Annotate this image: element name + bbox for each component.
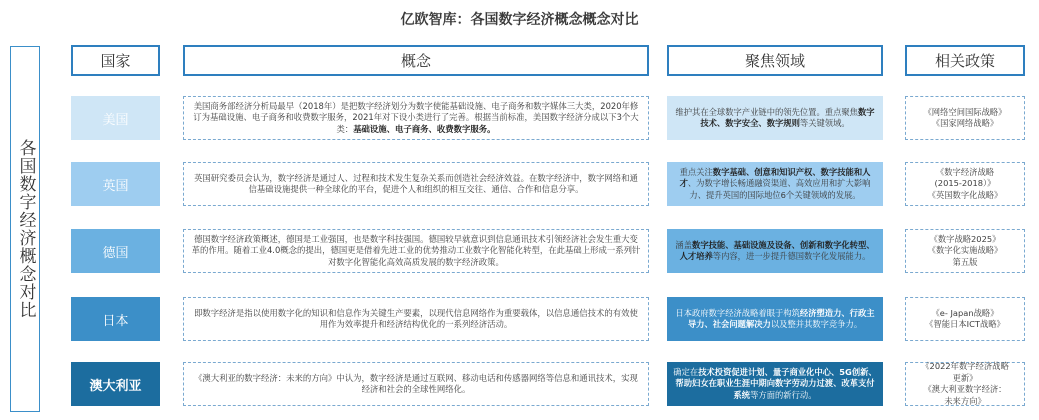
focus-usa (667, 96, 883, 140)
concept-bold: 基础设施、电子商务、收费数字服务。 (353, 123, 496, 134)
policy-line: (2015-2018）》 (934, 178, 996, 189)
concept-australia (183, 362, 649, 406)
country-germany: 德国 (71, 229, 160, 273)
concept-text: 德国数字经济政策概述，德国是工业强国，也是数字科技强国。德国较早就意识到信息通讯技术引领经济社会发生重大变革的作用。随着工业4.0概念的提出，德国更是借着先进工业的优势推动工业数字化智能化转型，在此基础上形成一系列针对数字化智能化高效高质发展的数字经济政策。 (191, 233, 641, 267)
country-japan: 日本 (71, 297, 160, 341)
focus-uk (667, 162, 883, 206)
side-label: 各国数字经济概念对比 (15, 139, 36, 319)
focus-bold: 数字技能、基础设施及设备、创新和数字化转型、人才培养 (679, 239, 875, 261)
policy-line: 《网络空间国际战略》 (923, 106, 1007, 117)
policy-line: 《数字战略2025》 (929, 233, 1001, 244)
focus-australia (667, 362, 883, 406)
policy-line: 未来方向》 (944, 395, 986, 406)
focus-text: 日本政府数字经济战略着眼于构筑 (675, 307, 800, 318)
policy-line: 第五版 (952, 256, 978, 267)
focus-text: 涵盖 (675, 239, 693, 250)
focus-bold: 数字基础、创意和知识产权、数字技能和人才 (679, 166, 871, 189)
focus-text: 等方面的新行动。 (750, 389, 817, 400)
focus-text: 、为数字增长畅通融资渠道、高效应用和扩大影响力、提升英国的国际地位6个关键领域的发展。 (687, 178, 871, 200)
policy-uk (905, 162, 1025, 206)
header-country: 国家 (71, 45, 160, 76)
country-uk: 英国 (71, 162, 160, 206)
focus-bold: 技术投资促进计划、量子商业化中心、5G创新、帮助妇女在职业生涯中期向数字劳动力过渡、改革支付系统 (675, 366, 877, 400)
focus-text: 维护其在全球数字产业链中的领先位置。重点聚焦 (675, 106, 858, 117)
policy-germany (905, 229, 1025, 273)
header-focus: 聚焦领域 (667, 45, 883, 76)
focus-text: 确定在 (673, 366, 699, 377)
policy-australia (905, 362, 1025, 406)
concept-uk (183, 162, 649, 206)
policy-line: 更新》 (952, 372, 978, 383)
policy-line: 《国家网络战略》 (931, 118, 999, 128)
country-australia: 澳大利亚 (71, 362, 160, 406)
focus-text: 等内容，进一步提升德国数字化发展能力。 (712, 251, 871, 261)
focus-germany (667, 229, 883, 273)
policy-line: 《2022年数字经济战略 (921, 361, 1009, 371)
policy-usa (905, 96, 1025, 140)
focus-text: 等关键领域。 (799, 118, 850, 128)
header-concept: 概念 (183, 45, 649, 76)
focus-bold: 经济塑造力、行政主导力、社会问题解决力 (687, 307, 875, 329)
focus-text: 以及整并其数字竞争力。 (770, 319, 863, 329)
concept-text: 英国研究委员会认为，数字经济是通过人、过程和技术发生复杂关系而创造社会经济效益。在数字经济中，数字网络和通信基础设施提供一种全球化的平台，促进个人和组织的相互交往、通信、合作和信息分享。 (194, 172, 638, 194)
side-label-box (10, 46, 40, 412)
header-policy: 相关政策 (905, 45, 1025, 76)
concept-text: 美国商务部经济分析局最早（2018年）是把数字经济划分为数字使能基础设施、电子商务和数字媒体三大类，2020年修订为基础设施、电子商务和收费数字服务，2021年对下设小类进行了完善。根据当前标准，美国数字经济分成以下3个大类： (193, 100, 639, 134)
focus-japan (667, 297, 883, 341)
policy-line: 《英国数字化战略》 (927, 189, 1003, 200)
focus-text: 重点关注 (679, 166, 713, 177)
concept-text: 即数字经济是指以使用数字化的知识和信息作为关键生产要素，以现代信息网络作为重要载体，以信息通信技术的有效使用作为效率提升和经济结构优化的一系列经济活动。 (194, 307, 638, 329)
policy-line: 《e- Japan战略》 (931, 307, 999, 318)
concept-germany (183, 229, 649, 273)
concept-japan (183, 297, 649, 341)
focus-bold: 数字技术、数字安全、数字规则 (700, 106, 875, 128)
country-usa: 美国 (71, 96, 160, 140)
policy-line: 《数字经济战略 (935, 166, 995, 177)
concept-usa (183, 96, 649, 140)
policy-line: 《澳大利亚数字经济： (923, 384, 1007, 394)
policy-line: 《智能日本ICT战略》 (925, 319, 1005, 329)
page-title: 亿欧智库：各国数字经济概念概念对比 (400, 12, 639, 28)
policy-japan (905, 297, 1025, 341)
concept-text: 《澳大利亚的数字经济：未来的方向》中认为，数字经济是通过互联网、移动电话和传感器网络等信息和通讯技术，实现经济和社会的全球性网络化。 (194, 372, 638, 394)
policy-line: 《数字化实施战略》 (927, 245, 1003, 256)
